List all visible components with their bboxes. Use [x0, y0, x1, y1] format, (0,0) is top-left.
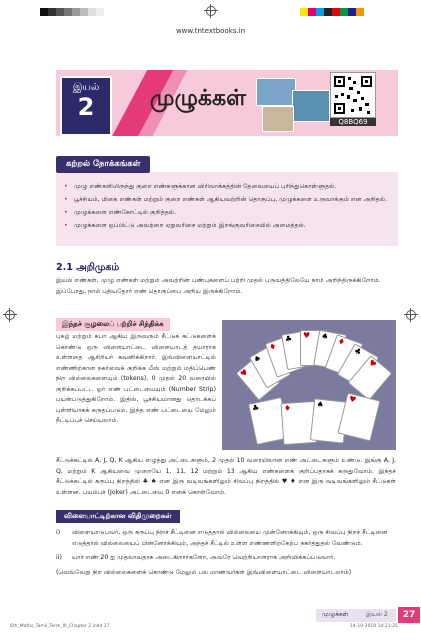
- rule-item: [56, 553, 396, 564]
- footer-bar: [316, 609, 396, 622]
- unit-word: இயல்: [72, 82, 100, 93]
- rule-text: விளையாடுபவர், ஒரு கருப்பு நிறச் சீட்டினை எடுத்தால் வில்லையை முன்னோக்கியும், ஒரு சிவப்பு நிறச் சீட்டினை எடுத்தால் வில்லையைப் பின்னோக்கியும், அந்தச் சீட்டில் உள்ள எண்ணளிற்கேற்ப நகர்த்துதல் வேண்டும்.: [72, 529, 388, 547]
- qr-code-image[interactable]: [330, 72, 376, 118]
- registration-mark-top: [206, 6, 216, 16]
- footer-label: முழுக்கள்: [322, 611, 349, 618]
- think-heading: இந்தச் சூழலைப் பற்றிச் சிந்திக்க: [56, 318, 170, 331]
- banner-photo-1: [256, 78, 296, 106]
- intro-paragraph: இயல் எண்கள், முழு எண்கள் மற்றும் அவற்றின் பண்புகளைப் பற்றி முதல் பருவத்திலேயே நாம் அறிந்திருக்கிறோம். இப்போது, நாம் புதியதோர் எண் தொகுப்பை அறிய இருக்கிறோம்.: [56, 277, 381, 295]
- registration-mark-right: [406, 310, 416, 320]
- rules-note: (வெவ்வேறு நிற வில்லைகளைக் கொண்டு மேலும் பல மாணவர்கள் இவ்விளையாட்டை விளையாடலாம்): [56, 568, 352, 576]
- registration-mark-left: [5, 310, 15, 320]
- rules-heading: விளையாட்டிற்கான விதிமுறைகள்: [56, 510, 180, 523]
- unit-number: 2: [77, 93, 95, 121]
- print-calibration-bar-gray: [40, 8, 104, 16]
- think-paragraph: புகழ் மற்றும் சுபா ஆகிய இருவரும் சீட்டுக் கட்டுகளைக் கொண்டு ஒரு விளையாட்டை விளையாடத் தயாராக உள்ளதை ஆசிரியர் கவனிக்கிறார். இவ்விளையாட்டில் எண்ணிற்கான நகர்வைக் குறிக்க பீஸ் மற்றும் மதிப்பெண் நிற வில்லைகளையும் (tokens), 0 முதல் 20 வரையில் குறிக்கப்பட்ட ஓர் எண் பட்டையையும் (Number Strip) பயன்படுத்துகிறோம். இதில், பூச்சியமானது தொடக்கப் புள்ளியாகக் கருதப்படும். இந்த எண் பட்டையை மேலும் நீட்டிப்புச் செய்யலாம்.: [56, 333, 216, 424]
- qr-code-label: Q8BQ69: [330, 118, 376, 126]
- banner-photo-2: [292, 90, 330, 122]
- unit-badge: [60, 76, 112, 136]
- rule-item: [56, 528, 396, 549]
- cards-paragraph: சீட்டுக்கட்டில் A, J, Q, K ஆகிய எழுத்து அட்டைகளும், 2 முதல் 10 வரையிலான எண் அட்டைகளும் உண்டு. இங்கு A, J, Q, மற்றும் K ஆகியவை முறையே 1, 11, 12 மற்றும் 13 ஆகிய எண்களைக் குறிப்பதாகக் கருதுவோம். இந்தச் சீட்டுக்கட்டில் கருப்பு நிறத்தில் ♣ ♠ என இரு வடிவங்களிலும் சிவப்பு நிறத்தில் ♥ ♦ என இரு வடிவங்களிலும் சீட்டுகள் உள்ளன. பயம்புச் (Joker) அட்டையை 0 எனக் கொள்வோம்.: [56, 457, 396, 496]
- page-number: 27: [398, 607, 420, 623]
- objective-item: • பூச்சியம், மிகை எண்கள் மற்றும் குறை எண்கள் ஆகியவற்றின் தொகுப்பு, முழுக்களை உருவாக்கும் என அறிதல்.: [64, 193, 394, 206]
- objective-item: • முழு எண்களிலிருந்து குறை எண்களுக்கான விரிவாக்கத்தின் தேவையைப் புரிந்துகொள்ளுதல்.: [64, 180, 394, 193]
- rule-marker: i): [56, 529, 61, 536]
- chapter-title: முழுக்கள்: [150, 86, 246, 111]
- rule-marker: ii): [56, 554, 62, 561]
- section-title: 2.1 அறிமுகம்: [56, 262, 120, 273]
- playing-cards-image: ♥ ♠ ♦ ♣ ♥ ♠ ♦ ♣ ♥ ♣ ♦ ♠ ♥: [222, 320, 396, 450]
- objective-item: • முழுக்களை ஒப்பிட்டு அவற்றை ஏறுவரிசை மற்றும் இறங்குவரிசையில் அமைத்தல்.: [64, 219, 394, 232]
- print-date: 14-10-2019 14:21:25: [350, 624, 398, 629]
- rule-text: யார் எண் 20 ஐ முதலாவதாக அடைகிறார்களோ, அவரே வெற்றியாளராக அறிவிக்கப்படுவார்.: [72, 554, 336, 561]
- banner-photo-3: [262, 106, 294, 132]
- source-url: www.tntextbooks.in: [175, 27, 246, 35]
- footer-label-suffix: இயல் 2: [366, 611, 388, 618]
- print-calibration-bar-color: [300, 8, 364, 16]
- file-info: 6th_Maths_Tamil_Term_III_Chapter 2.indd 27: [10, 624, 110, 629]
- rules-list: [56, 528, 396, 578]
- objectives-list: [64, 180, 394, 232]
- objective-item: • முழுக்களை எண்கோட்டில் குறித்தல்.: [64, 206, 394, 219]
- objectives-heading: கற்றல் நோக்கங்கள்: [56, 156, 150, 173]
